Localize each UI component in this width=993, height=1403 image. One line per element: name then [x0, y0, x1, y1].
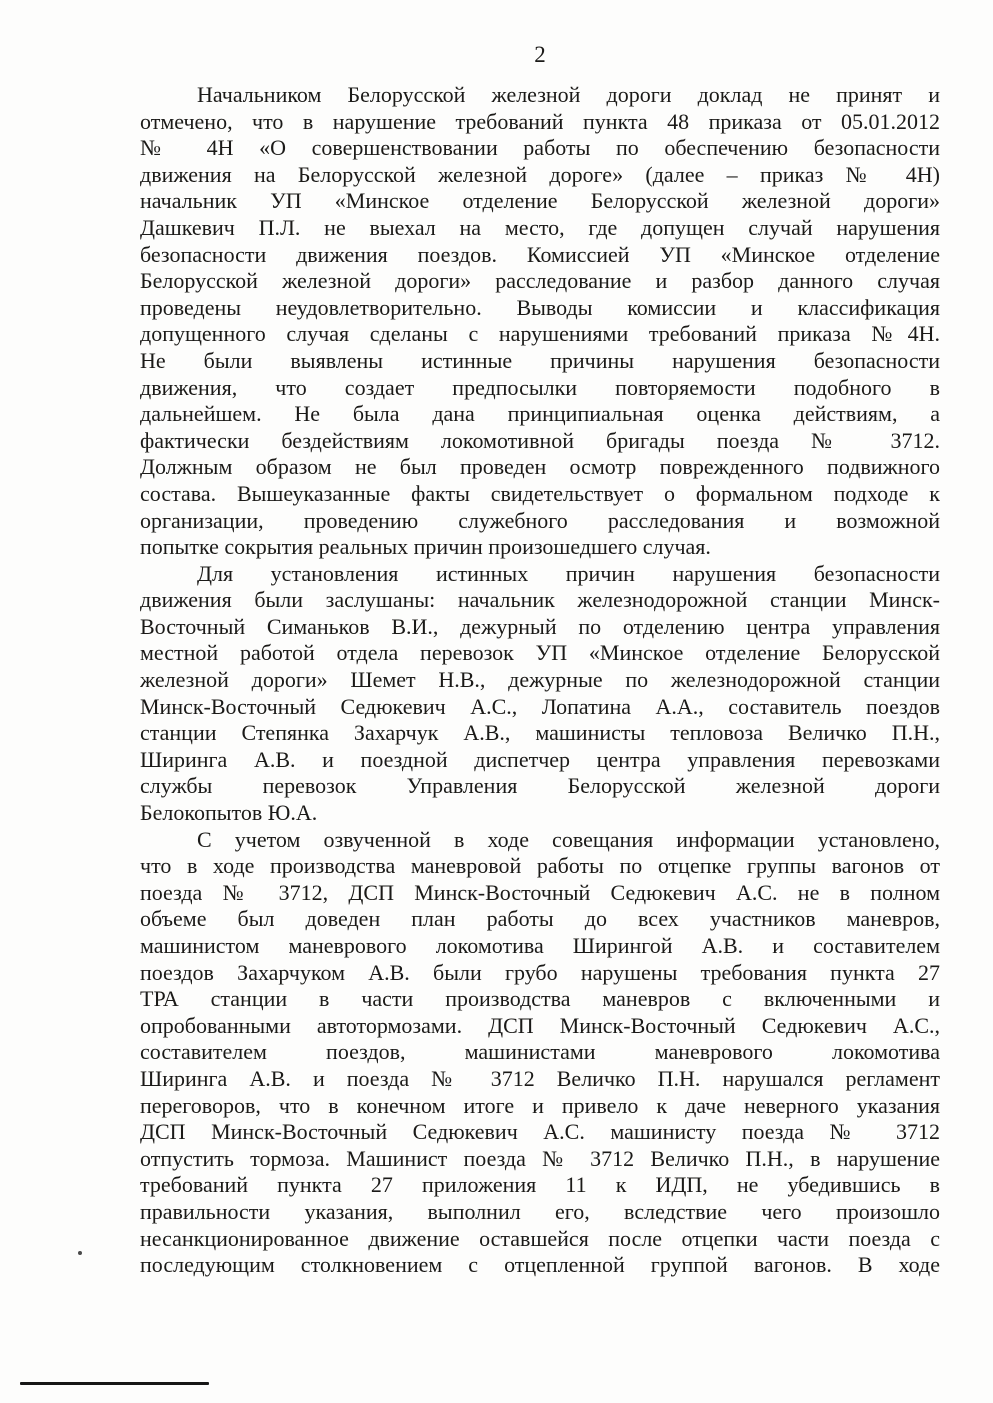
text-line: ДСП Минск-Восточный Седюкевич А.С. машинисту поезда № 3712 [140, 1119, 940, 1145]
text-line: что в ходе производства маневровой работы по отцепке группы вагонов от [140, 853, 940, 879]
text-line: попытке сокрытия реальных причин произошедшего случая. [140, 534, 711, 560]
text-line: проведены неудовлетворительно. Выводы комиссии и классификация [140, 294, 940, 320]
text-line: движения были заслушаны: начальник железнодорожной станции Минск- [140, 587, 940, 613]
text-line: организации, проведению служебного расследования и возможной [140, 507, 940, 533]
text-line: Начальником Белорусской железной дороги доклад не принят и [197, 82, 940, 107]
text-line: Для установления истинных причин нарушения безопасности [197, 560, 940, 586]
paragraph [140, 82, 940, 561]
ink-speck [78, 1251, 82, 1255]
text-line: допущенного случая сделаны с нарушениями требований приказа №4Н. [140, 321, 940, 347]
text-line: машинистом маневрового локомотива Ширингой А.В. и составителем [140, 933, 940, 958]
text-line: опробованными автотормозами. ДСП Минск-Восточный Седюкевич А.С., [140, 1012, 940, 1038]
text-line: местной работой отдела перевозок УП «Минское отделение Белорусской [140, 640, 940, 666]
text-line: начальник УП «Минское отделение Белорусской железной дороги» [140, 188, 940, 214]
page-number: 2 [534, 42, 546, 67]
text-line: безопасности движения поездов. Комиссией УП «Минское отделение [140, 241, 940, 267]
text-line: Минск-Восточный Седюкевич А.С., Лопатина А.А., составитель поездов [140, 693, 940, 719]
text-line: последующим столкновением с отцепленной группой вагонов. В ходе [140, 1252, 940, 1278]
document-body [140, 82, 940, 1279]
text-line: ТРА станции в части производства маневров с включенными и [140, 986, 940, 1012]
paragraph [140, 561, 940, 827]
footnote-separator-line [20, 1382, 209, 1385]
text-line: движения на Белорусской железной дороге» (далее – приказ № 4Н) [140, 161, 940, 187]
text-line: Ширинга А.В. и поезда № 3712 Величко П.Н. нарушался регламент [140, 1065, 940, 1091]
text-line: отпустить тормоза. Машинист поезда № 3712 Величко П.Н., в нарушение [140, 1145, 940, 1171]
text-line: фактически бездействиям локомотивной бригады поезда № 3712. [140, 427, 940, 453]
text-line: станции Степянка Захарчук А.В., машинисты тепловоза Величко П.Н., [140, 720, 940, 746]
text-line: переговоров, что в конечном итоге и привело к даче неверного указания [140, 1092, 940, 1118]
text-line: Не были выявлены истинные причины нарушения безопасности [140, 347, 940, 373]
text-line: железной дороги» Шемет Н.В., дежурные по железнодорожной станции [140, 667, 940, 693]
paragraph [140, 827, 940, 1279]
text-line: отмечено, что в нарушение требований пункта 48 приказа от 05.01.2012 [140, 108, 940, 134]
text-line: Ширинга А.В. и поездной диспетчер центра управления перевозками [140, 746, 940, 772]
text-line: требований пункта 27 приложения 11 к ИДП, не убедившись в [140, 1172, 940, 1198]
text-line: Восточный Симаньков В.И., дежурный по отделению центра управления [140, 613, 940, 639]
text-line: службы перевозок Управления Белорусской железной дороги [140, 773, 940, 799]
text-line: составителем поездов, машинистами маневрового локомотива [140, 1039, 940, 1065]
text-line: Белорусской железной дороги» расследование и разбор данного случая [140, 268, 940, 294]
text-line: поезда № 3712, ДСП Минск-Восточный Седюкевич А.С. не в полном [140, 879, 940, 905]
text-line: Белокопытов Ю.А. [140, 800, 318, 826]
text-line: движения, что создает предпосылки повторяемости подобного в [140, 374, 940, 400]
text-line: С учетом озвученной в ходе совещания информации установлено, [197, 826, 940, 852]
text-line: объеме был доведен план работы до всех участников маневров, [140, 906, 940, 932]
text-line: Должным образом не был проведен осмотр поврежденного подвижного [140, 454, 940, 480]
text-line: поездов Захарчуком А.В. были грубо нарушены требования пункта 27 [140, 959, 940, 985]
text-line: правильности указания, выполнил его, вследствие чего произошло [140, 1198, 940, 1224]
text-line: дальнейшем. Не была дана принципиальная оценка действиям, а [140, 401, 940, 427]
text-line: № 4Н «О совершенствовании работы по обеспечению безопасности [140, 135, 940, 161]
text-line: состава. Вышеуказанные факты свидетельствует о формальном подходе к [140, 480, 940, 506]
text-line: Дашкевич П.Л. не выехал на место, где допущен случай нарушения [140, 214, 940, 240]
text-line: несанкционированное движение оставшейся после отцепки части поезда с [140, 1225, 940, 1251]
